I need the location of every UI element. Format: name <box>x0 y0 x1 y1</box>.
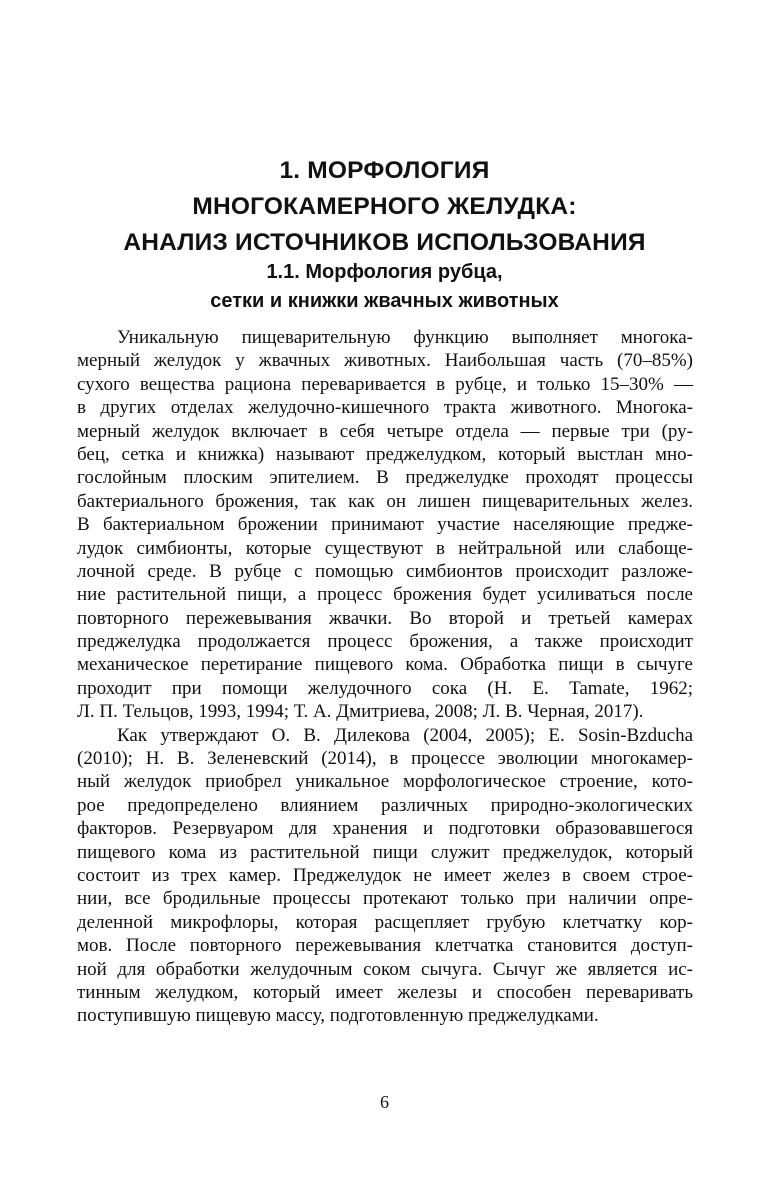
text-line: Л. П. Тельцов, 1993, 1994; Т. А. Дмитриева, 2008; Л. В. Черная, 2017). <box>77 701 644 723</box>
text-line: ной для обработки желудочным соком сычуга. Сычуг же является ис- <box>77 958 693 980</box>
section-title-line: сетки и книжки жвачных животных <box>210 290 559 312</box>
text-line: в других отделах желудочно-кишечного тракта животного. Многока- <box>77 397 693 419</box>
chapter-title <box>60 153 709 261</box>
text-line: бактериального брожения, так как он лишен пищеварительных желез. <box>77 490 693 512</box>
text-line: пищевого кома из растительной пищи служит преджелудок, который <box>77 841 693 863</box>
text-line: лочной среде. В рубце с помощью симбионтов происходит разложе- <box>77 560 693 582</box>
text-line: преджелудка продолжается процесс брожения, а также происходит <box>77 631 693 653</box>
text-line: мов. После повторного пережевывания клетчатка становится доступ- <box>77 935 693 957</box>
text-line: Уникальную пищеварительную функцию выполняет многока- <box>117 327 693 348</box>
text-line: проходит при помощи желудочного сока (Н. Е. Tamate, 1962; <box>77 677 693 699</box>
text-line: ный желудок приобрел уникальное морфологическое строение, кото- <box>77 771 693 793</box>
text-line: ние растительной пищи, а процесс брожения будет усиливаться после <box>77 584 693 606</box>
text-line: факторов. Резервуаром для хранения и подготовки образовавшегося <box>77 818 693 840</box>
section-title-line: 1.1. Морфология рубца, <box>266 261 503 283</box>
chapter-title-line: МНОГОКАМЕРНОГО ЖЕЛУДКА: <box>192 193 577 220</box>
paragraph-2 <box>77 724 693 1028</box>
text-line: (2010); Н. В. Зеленевский (2014), в процессе эволюции многокамер- <box>77 748 693 770</box>
text-line: нии, все бродильные процессы протекают только при наличии опре- <box>77 888 693 910</box>
chapter-title-line: 1. МОРФОЛОГИЯ <box>279 157 490 184</box>
text-line: поступившую пищевую массу, подготовленную преджелудками. <box>77 1005 599 1027</box>
text-line: состоит из трех камер. Преджелудок не имеет желез в своем строе- <box>77 864 693 886</box>
text-line: Как утверждают О. В. Дилекова (2004, 2005); Е. Sosin-Bzducha <box>117 724 693 746</box>
text-line: В бактериальном брожении принимают участие населяющие предже- <box>77 514 693 536</box>
text-line: рое предопределено влиянием различных природно-экологических <box>77 794 693 816</box>
text-line: механическое перетирание пищевого кома. Обработка пищи в сычуге <box>77 654 693 676</box>
paragraph-1 <box>77 326 693 724</box>
section-title <box>60 258 709 316</box>
text-line: сухого вещества рациона переваривается в рубце, и только 15–30% — <box>77 373 693 395</box>
text-line: деленной микрофлоры, которая расщепляет грубую клетчатку кор- <box>77 911 693 933</box>
page-number: 6 <box>380 1092 389 1112</box>
text-line: гослойным плоским эпителием. В преджелудке проходят процессы <box>77 467 693 489</box>
text-line: повторного пережевывания жвачки. Во второй и третьей камерах <box>77 607 693 629</box>
chapter-title-line: АНАЛИЗ ИСТОЧНИКОВ ИСПОЛЬЗОВАНИЯ <box>123 229 646 256</box>
text-line: лудок симбионты, которые существуют в нейтральной или слабоще- <box>77 537 693 559</box>
text-line: мерный желудок включает в себя четыре отдела — первые три (ру- <box>77 420 693 442</box>
text-line: бец, сетка и книжка) называют преджелудком, который выстлан мно- <box>77 443 693 465</box>
text-line: тинным желудком, который имеет железы и способен переваривать <box>77 981 693 1003</box>
body-text <box>77 326 693 1028</box>
text-line: мерный желудок у жвачных животных. Наибольшая часть (70–85%) <box>77 350 693 372</box>
